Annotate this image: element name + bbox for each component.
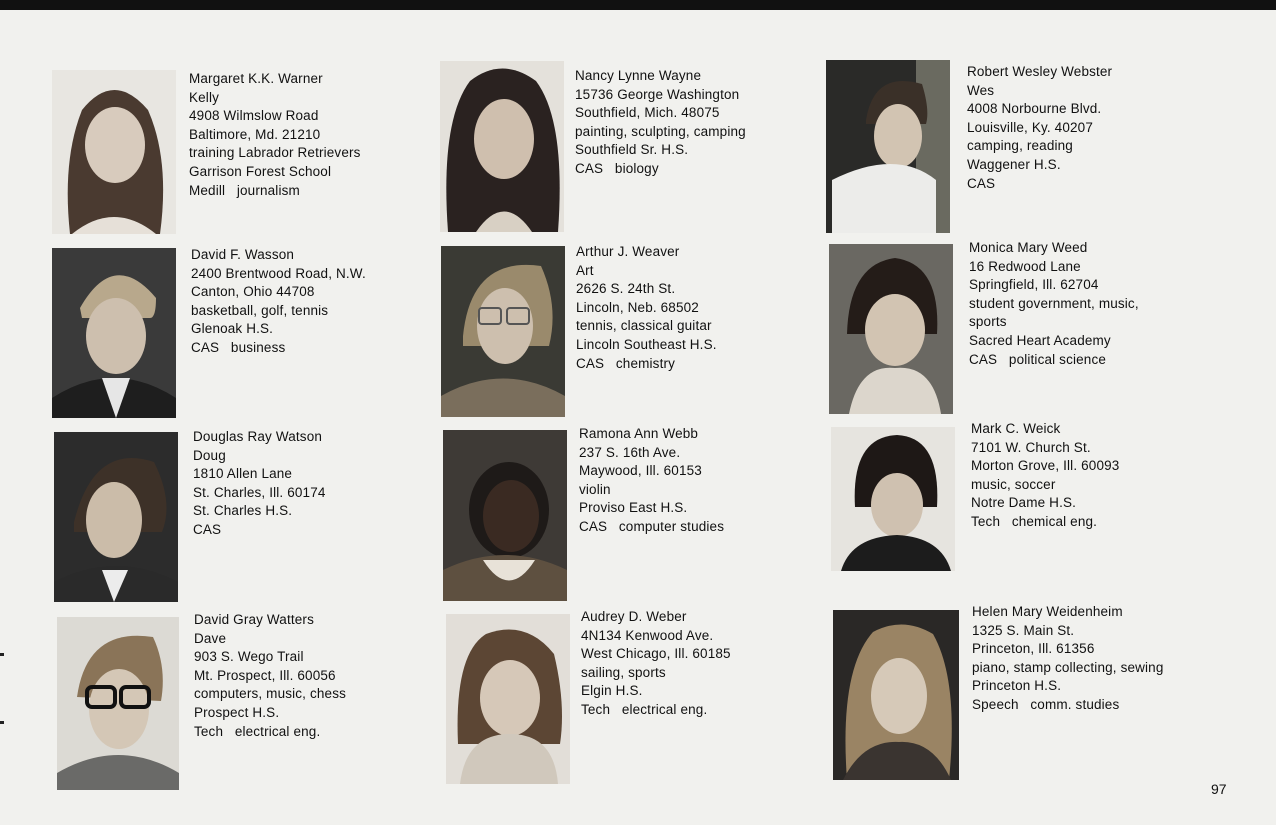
portrait-mark-weick: [831, 427, 955, 571]
portrait-robert-webster: [826, 60, 950, 233]
entry-monica-weed: Monica Mary Weed 16 Redwood Lane Springfield, Ill. 62704 student government, music, sports Sacred Heart Academy CAS political science: [969, 240, 1139, 367]
binding-mark: [0, 721, 4, 724]
portrait-monica-weed: [829, 244, 953, 414]
portrait-douglas-watson: [54, 432, 178, 602]
entry-margaret-warner: Margaret K.K. Warner Kelly 4908 Wilmslow Road Baltimore, Md. 21210 training Labrador Retrievers Garrison Forest School Medill journalism: [189, 71, 361, 198]
entry-david-watters: David Gray Watters Dave 903 S. Wego Trail Mt. Prospect, Ill. 60056 computers, music, chess Prospect H.S. Tech electrical eng.: [194, 612, 346, 739]
entry-nancy-wayne: Nancy Lynne Wayne 15736 George Washington Southfield, Mich. 48075 painting, sculpting, camping Southfield Sr. H.S. CAS biology: [575, 68, 746, 176]
entry-robert-webster: Robert Wesley Webster Wes 4008 Norbourne Blvd. Louisville, Ky. 40207 camping, reading Waggener H.S. CAS: [967, 64, 1113, 191]
portrait-nancy-wayne: [440, 61, 564, 232]
portrait-helen-weidenheim: [833, 610, 959, 780]
portrait-david-wasson: [52, 248, 176, 418]
binding-mark: [0, 653, 4, 656]
entry-ramona-webb: Ramona Ann Webb 237 S. 16th Ave. Maywood, Ill. 60153 violin Proviso East H.S. CAS computer studies: [579, 426, 725, 534]
entry-arthur-weaver: Arthur J. Weaver Art 2626 S. 24th St. Lincoln, Neb. 68502 tennis, classical guitar Lincoln Southeast H.S. CAS chemistry: [576, 244, 717, 371]
yearbook-page: [0, 10, 1276, 825]
page-number: 97: [1211, 781, 1227, 797]
entry-helen-weidenheim: Helen Mary Weidenheim 1325 S. Main St. Princeton, Ill. 61356 piano, stamp collecting, sewing Princeton H.S. Speech comm. studies: [972, 604, 1164, 712]
portrait-ramona-webb: [443, 430, 567, 601]
entry-mark-weick: Mark C. Weick 7101 W. Church St. Morton Grove, Ill. 60093 music, soccer Notre Dame H.S. Tech chemical eng.: [971, 421, 1120, 529]
entry-audrey-weber: Audrey D. Weber 4N134 Kenwood Ave. West Chicago, Ill. 60185 sailing, sports Elgin H.S. Tech electrical eng.: [581, 609, 731, 717]
entry-david-wasson: David F. Wasson 2400 Brentwood Road, N.W. Canton, Ohio 44708 basketball, golf, tennis Glenoak H.S. CAS business: [191, 247, 366, 355]
portrait-arthur-weaver: [441, 246, 565, 417]
portrait-david-watters: [57, 617, 179, 790]
portrait-audrey-weber: [446, 614, 570, 784]
entry-douglas-watson: Douglas Ray Watson Doug 1810 Allen Lane St. Charles, Ill. 60174 St. Charles H.S. CAS: [193, 429, 326, 537]
portrait-margaret-warner: [52, 70, 176, 234]
